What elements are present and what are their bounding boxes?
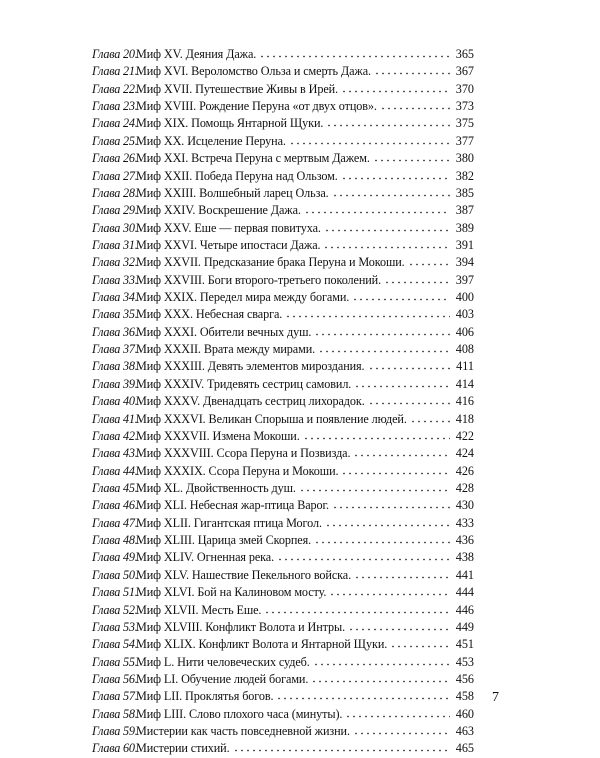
toc-entry [92,619,474,636]
toc-entry [92,411,474,428]
toc-entry [92,463,474,480]
toc-entry [92,254,474,271]
dot-leader [341,83,450,93]
chapter-label: Глава 34. [92,290,138,305]
chapter-page-number: 446 [455,602,474,617]
chapter-title: Миф XXXVIII. Ссора Перуна и Позвизда. [136,446,351,461]
chapter-page-number: 367 [455,64,474,79]
chapter-page-number: 430 [455,498,474,513]
dot-leader [276,690,450,700]
chapter-label: Глава 29. [92,203,138,218]
chapter-title: Миф XLIII. Царица змей Скорпея. [136,533,312,548]
toc-entry [92,376,474,393]
chapter-page-number: 375 [455,116,474,131]
chapter-page-number: 365 [455,47,474,61]
dot-leader [354,569,450,579]
chapter-title: Миф LIII. Слово плохого часа (минуты). [136,706,343,721]
toc-entry [92,567,474,584]
toc-entry [92,688,474,705]
chapter-page-number: 406 [455,324,474,339]
dot-leader [353,447,450,457]
chapter-label: Глава 47. [92,515,138,530]
chapter-label: Глава 25. [92,133,138,148]
chapter-title: Миф XXXIX. Ссора Перуна и Мокоши. [136,463,339,478]
dot-leader [314,326,450,336]
dot-leader [341,465,450,475]
chapter-title: Миф XXVII. Предсказание брака Перуна и Мокоши. [136,255,405,270]
toc-entry [92,168,474,185]
chapter-title: Миф XIX. Помощь Янтарной Щуки. [136,116,324,131]
chapter-page-number: 414 [455,376,474,391]
chapter-page-number: 377 [455,133,474,148]
toc-entry [92,358,474,375]
chapter-label: Глава 60. [92,741,138,756]
dot-leader [341,170,450,180]
chapter-title: Миф XLI. Небесная жар-птица Варог. [136,498,329,513]
dot-leader [380,100,450,110]
chapter-title: Миф XXI. Встреча Перуна с мертвым Дажем. [136,151,370,166]
chapter-page-number: 408 [455,342,474,357]
dot-leader [373,152,450,162]
dot-leader [285,308,450,318]
chapter-label: Глава 48. [92,533,138,548]
dot-leader [318,343,450,353]
chapter-page-number: 382 [455,168,474,183]
chapter-label: Глава 46. [92,498,138,513]
chapter-title: Миф XLVII. Месть Еше. [136,602,262,617]
dot-leader [324,222,450,232]
toc-entry [92,515,474,532]
chapter-page-number: 394 [455,255,474,270]
dot-leader [332,499,450,509]
toc-entry [92,272,474,289]
chapter-title: Миф XX. Исцеление Перуна. [136,133,286,148]
chapter-page-number: 380 [455,151,474,166]
toc-entry [92,654,474,671]
toc-entry [92,150,474,167]
dot-leader [332,187,450,197]
chapter-title: Миф LI. Обучение людей богами. [136,671,309,686]
chapter-label: Глава 52. [92,602,138,617]
chapter-page-number: 400 [455,290,474,305]
chapter-label: Глава 56. [92,671,138,686]
dot-leader [299,482,450,492]
chapter-page-number: 453 [455,654,474,669]
chapter-label: Глава 28. [92,185,138,200]
chapter-page-number: 433 [455,515,474,530]
chapter-title: Миф LII. Проклятья богов. [136,689,274,704]
chapter-page-number: 389 [455,220,474,235]
chapter-label: Глава 26. [92,151,138,166]
dot-leader [352,291,450,301]
toc-entry [92,428,474,445]
dot-leader [345,708,450,718]
chapter-label: Глава 57. [92,689,138,704]
dot-leader [325,517,450,527]
chapter-page-number: 397 [455,272,474,287]
dot-leader [368,360,450,370]
dot-leader [304,204,450,214]
chapter-page-number: 438 [455,550,474,565]
chapter-page-number: 456 [455,671,474,686]
chapter-label: Глава 45. [92,480,138,495]
toc-entry [92,549,474,566]
chapter-title: Миф XL. Двойственность душ. [136,480,296,495]
chapter-page-number: 451 [455,637,474,652]
chapter-label: Глава 20. [92,47,138,61]
chapter-label: Глава 41. [92,411,138,426]
chapter-label: Глава 35. [92,307,138,322]
chapter-page-number: 385 [455,185,474,200]
chapter-page-number: 426 [455,463,474,478]
toc-entry [92,584,474,601]
toc-entry [92,185,474,202]
chapter-title: Миф XXVI. Четыре ипостаси Дажа. [136,237,321,252]
dot-leader [384,274,450,284]
dot-leader [233,742,450,752]
dot-leader [259,48,450,58]
chapter-label: Глава 50. [92,567,138,582]
dot-leader [390,638,450,648]
chapter-title: Миф XLVI. Бой на Калиновом мосту. [136,585,327,600]
chapter-title: Миф XLV. Нашествие Пекельного войска. [136,567,352,582]
chapter-label: Глава 31. [92,237,138,252]
toc-entry [92,480,474,497]
chapter-page-number: 416 [455,394,474,409]
chapter-page-number: 418 [455,411,474,426]
dot-leader [374,65,450,75]
chapter-label: Глава 53. [92,619,138,634]
toc-entry [92,63,474,80]
dot-leader [326,117,450,127]
toc-entry [92,445,474,462]
dot-leader [289,135,450,145]
chapter-page-number: 458 [455,689,474,704]
chapter-label: Глава 32. [92,255,138,270]
chapter-label: Глава 54. [92,637,138,652]
chapter-page-number: 463 [455,724,474,739]
dot-leader [311,673,450,683]
chapter-title: Миф XXXI. Обители вечных душ. [136,324,312,339]
chapter-label: Глава 36. [92,324,138,339]
chapter-label: Глава 44. [92,463,138,478]
chapter-label: Глава 49. [92,550,138,565]
toc-entry [92,706,474,723]
chapter-title: Миф XLVIII. Конфликт Волота и Интры. [136,619,346,634]
chapter-page-number: 391 [455,237,474,252]
toc-entry [92,115,474,132]
page-number: 7 [492,690,499,705]
dot-leader [368,395,450,405]
chapter-label: Глава 33. [92,272,138,287]
chapter-title: Миф XLII. Гигантская птица Могол. [136,515,322,530]
chapter-title: Миф XXXVI. Великан Спорыша и появление людей. [136,411,407,426]
toc-entry [92,289,474,306]
chapter-title: Миф XXIX. Передел мира между богами. [136,290,350,305]
chapter-label: Глава 51. [92,585,138,600]
chapter-title: Миф XXIV. Воскрешение Дажа. [136,203,301,218]
chapter-label: Глава 23. [92,99,138,114]
chapter-label: Глава 43. [92,446,138,461]
dot-leader [277,551,450,561]
chapter-title: Миф XXXIII. Девять элементов мироздания. [136,359,365,374]
toc-entry [92,306,474,323]
chapter-page-number: 422 [455,428,474,443]
toc-entry [92,220,474,237]
chapter-title: Миф XXII. Победа Перуна над Ользом. [136,168,338,183]
toc-entry [92,81,474,98]
chapter-title: Миф XXXIV. Тридевять сестриц самовил. [136,376,352,391]
toc-entry [92,202,474,219]
chapter-label: Глава 40. [92,394,138,409]
toc-entry [92,98,474,115]
chapter-page-number: 370 [455,81,474,96]
dot-leader [314,534,450,544]
table-of-contents [92,46,474,758]
chapter-label: Глава 55. [92,654,138,669]
chapter-title: Миф XLIX. Конфликт Волота и Янтарной Щуки. [136,637,388,652]
chapter-title: Миф XV. Деяния Дажа. [136,47,257,61]
chapter-label: Глава 24. [92,116,138,131]
dot-leader [353,725,450,735]
toc-entry [92,740,474,757]
chapter-page-number: 411 [456,359,474,374]
chapter-title: Миф XXIII. Волшебный ларец Ольза. [136,185,329,200]
chapter-page-number: 449 [455,619,474,634]
dot-leader [348,621,450,631]
toc-entry [92,602,474,619]
chapter-title: Миф XXX. Небесная сварга. [136,307,283,322]
toc-entry [92,133,474,150]
chapter-page-number: 403 [455,307,474,322]
dot-leader [264,604,450,614]
dot-leader [354,378,450,388]
toc-entry [92,671,474,688]
dot-leader [408,256,450,266]
chapter-title: Миф L. Нити человеческих судеб. [136,654,310,669]
chapter-title: Миф XVI. Вероломство Ольза и смерть Дажа. [136,64,372,79]
chapter-title: Мистерии как часть повседневной жизни. [136,724,350,739]
chapter-page-number: 387 [455,203,474,218]
chapter-title: Миф XLIV. Огненная река. [136,550,275,565]
chapter-title: Миф XXXII. Врата между мирами. [136,342,316,357]
toc-entry [92,636,474,653]
chapter-page-number: 436 [455,533,474,548]
chapter-page-number: 441 [455,567,474,582]
chapter-title: Мистерии стихий. [136,741,230,756]
toc-entry [92,393,474,410]
dot-leader [303,430,450,440]
toc-entry [92,341,474,358]
chapter-label: Глава 27. [92,168,138,183]
toc-entry [92,237,474,254]
chapter-title: Миф XVII. Путешествие Живы в Ирей. [136,81,339,96]
toc-entry [92,497,474,514]
chapter-title: Миф XXV. Еше — первая повитуха. [136,220,321,235]
dot-leader [410,413,450,423]
toc-entry [92,723,474,740]
chapter-label: Глава 38. [92,359,138,374]
toc-entry [92,46,474,63]
chapter-label: Глава 59. [92,724,138,739]
toc-entry [92,324,474,341]
chapter-label: Глава 58. [92,706,138,721]
chapter-label: Глава 30. [92,220,138,235]
chapter-label: Глава 39. [92,376,138,391]
chapter-title: Миф XVIII. Рождение Перуна «от двух отцов». [136,99,377,114]
dot-leader [329,586,450,596]
chapter-title: Миф XXXV. Двенадцать сестриц лихорадок. [136,394,365,409]
chapter-page-number: 373 [455,99,474,114]
chapter-page-number: 460 [455,706,474,721]
chapter-page-number: 428 [455,480,474,495]
chapter-label: Глава 22. [92,81,138,96]
toc-entry [92,532,474,549]
chapter-label: Глава 21. [92,64,138,79]
chapter-title: Миф XXVIII. Боги второго-третьего поколений. [136,272,382,287]
dot-leader [323,239,450,249]
chapter-page-number: 424 [455,446,474,461]
chapter-page-number: 444 [455,585,474,600]
chapter-label: Глава 37. [92,342,138,357]
dot-leader [313,656,450,666]
chapter-label: Глава 42. [92,428,138,443]
chapter-title: Миф XXXVII. Измена Мокоши. [136,428,300,443]
chapter-page-number: 465 [455,741,474,756]
